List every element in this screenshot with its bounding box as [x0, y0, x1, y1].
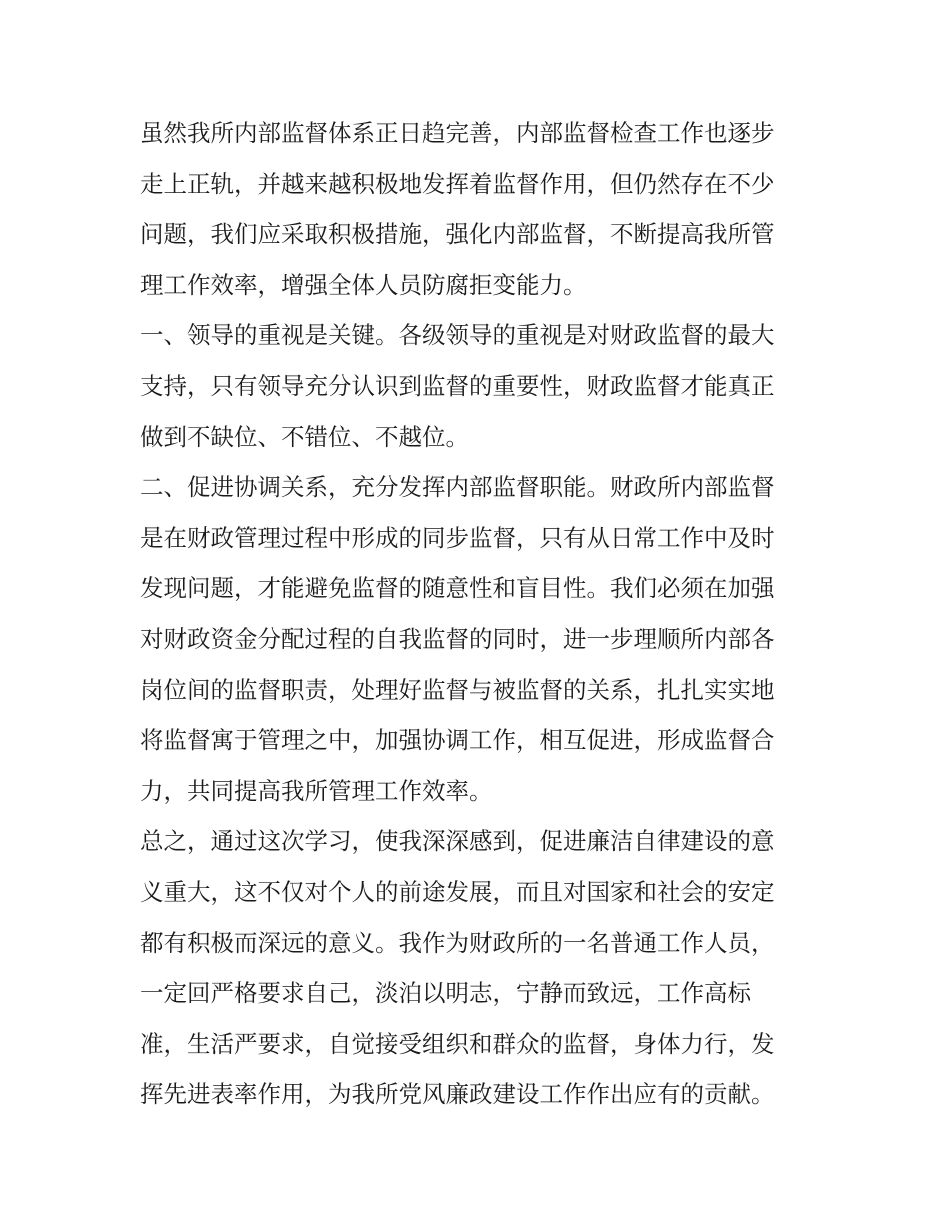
text-line: 准，生活严要求，自觉接受组织和群众的监督，身体力行，发 — [140, 1029, 775, 1058]
text-line: 理工作效率，增强全体人员防腐拒变能力。 — [140, 270, 587, 299]
text-line: 虽然我所内部监督体系正日趋完善，内部监督检查工作也逐步 — [140, 119, 775, 147]
text-line: 都有积极而深远的意义。我作为财政所的一名普通工作人员， — [140, 928, 775, 957]
text-line: 对财政资金分配过程的自我监督的同时，进一步理顺所内部各 — [140, 624, 775, 653]
text-line: 一、领导的重视是关键。各级领导的重视是对财政监督的最大 — [140, 321, 775, 350]
text-line: 是在财政管理过程中形成的同步监督，只有从日常工作中及时 — [140, 523, 775, 552]
text-line: 问题，我们应采取积极措施，强化内部监督，不断提高我所管 — [140, 220, 775, 249]
text-line: 岗位间的监督职责，处理好监督与被监督的关系，扎扎实实地 — [140, 675, 775, 704]
text-line: 一定回严格要求自己，淡泊以明志，宁静而致远，工作高标 — [140, 979, 751, 1008]
text-line: 总之，通过这次学习，使我深深感到，促进廉洁自律建设的意 — [140, 827, 775, 856]
text-line: 义重大，这不仅对个人的前途发展，而且对国家和社会的安定 — [140, 877, 775, 906]
text-line: 支持，只有领导充分认识到监督的重要性，财政监督才能真正 — [140, 371, 775, 400]
text-line: 将监督寓于管理之中，加强协调工作，相互促进，形成监督合 — [140, 726, 775, 755]
document-body — [140, 108, 820, 1120]
text-line: 二、促进协调关系，充分发挥内部监督职能。财政所内部监督 — [140, 473, 775, 502]
text-line: 发现问题，才能避免监督的随意性和盲目性。我们必须在加强 — [140, 574, 775, 603]
text-line: 走上正轨，并越来越积极地发挥着监督作用，但仍然存在不少 — [140, 169, 775, 198]
text-line: 挥先进表率作用，为我所党风廉政建设工作作出应有的贡献。 — [140, 1080, 775, 1109]
text-line: 做到不缺位、不错位、不越位。 — [140, 422, 469, 451]
text-line: 力，共同提高我所管理工作效率。 — [140, 776, 493, 805]
